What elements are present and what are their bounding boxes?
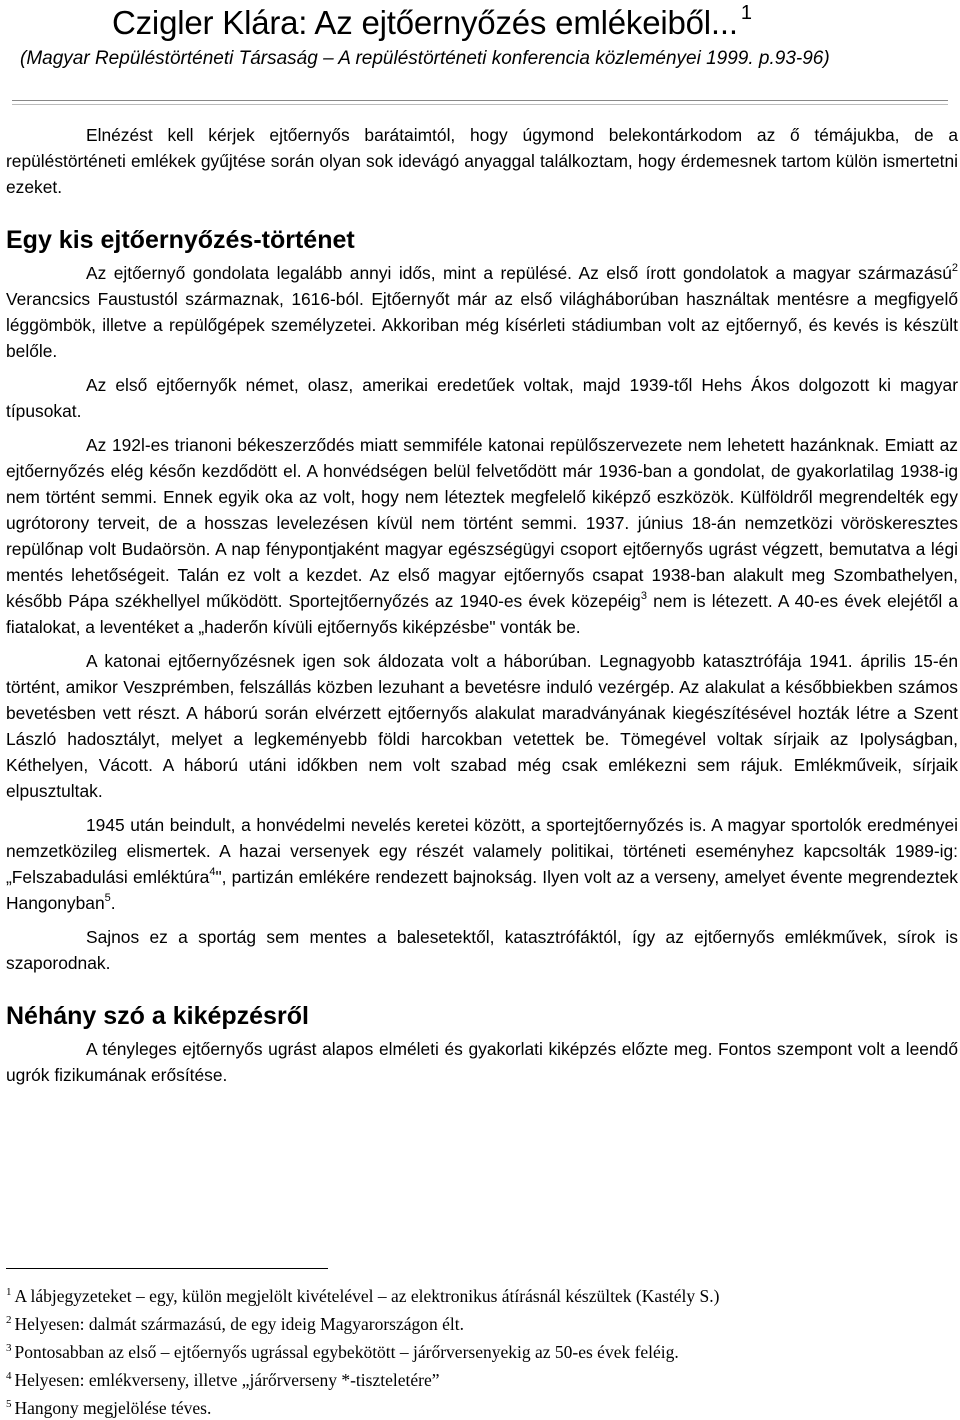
paragraph-text: Az ejtőernyő gondolata legalább annyi idős, mint a repülésé. Az első írott gondolatok a magyar származású	[86, 263, 952, 283]
footnote-number: 2	[6, 1314, 12, 1326]
footnote-2	[6, 1308, 719, 1336]
footnote-text: Hangony megjelölése téves.	[14, 1398, 212, 1418]
intro-paragraph: Elnézést kell kérjek ejtőernyős barátaimtól, hogy úgymond belekontárkodom az ő témájukba, de a repüléstörténeti emlékek gyűjtése során olyan sok idevágó anyaggal találkoztam, hogy érdemesnek tartom külön ismertetni ezeket.	[6, 125, 958, 197]
title-text: Czigler Klára: Az ejtőernyőzés emlékeiből...	[112, 4, 738, 41]
footnote-3	[6, 1336, 719, 1364]
footnote-text: Helyesen: emlékverseny, illetve „járőrverseny *-tiszteletére”	[14, 1370, 440, 1390]
paragraph-text: .	[110, 893, 116, 913]
paragraph-text: ", partizán emlékére rendezett bajnokság. Ilyen volt az a verseny, amelyet évente megrendeztek Hangonyban	[6, 867, 958, 913]
footnote-ref-4[interactable]: 4	[209, 866, 216, 878]
paragraph-history-4: A katonai ejtőernyőzésnek igen sok áldozata volt a háborúban. Legnagyobb katasztrófája 1941. április 15-én történt, amikor Veszprémben, felszállás közben lezuhant a bevetésre induló vezérgép. Az alakulat a későbbiekben számos bevetésben vett részt. A háború során elvérzett ejtőernyős alakulat maradványának kiegészítésével hozták létre a Szent László hadosztályt, melyet a legkeményebb földi harcokban vetettek be. Tömegével voltak sírjaik az Ipolyságban, Kéthelyen, Vácott. A háború utáni időkben nem volt szabad még csak emlékezni sem rájuk. Emlékműveik, sírjaik elpusztultak.	[6, 651, 958, 801]
document-body	[6, 122, 958, 1096]
footnote-ref-3[interactable]: 3	[640, 590, 647, 602]
paragraph-history-3	[6, 432, 958, 640]
paragraph-text: Verancsics Faustustól származnak, 1616-ból. Ejtőernyőt már az első világháborúban használtak mentésre a megfigyelő léggömbök, illetve a repülőgépek személyzetei. Akkoriban még kísérleti stádiumban volt az ejtőernyő, és kevés is készült belőle.	[6, 289, 958, 361]
paragraph-training-1: A tényleges ejtőernyős ugrást alapos elméleti és gyakorlati kiképzés előzte meg. Fontos szempont volt a leendő ugrók fizikumának erősítése.	[6, 1039, 958, 1085]
footnotes	[6, 1280, 719, 1420]
footnote-5	[6, 1392, 719, 1420]
footnote-4	[6, 1364, 719, 1392]
paragraph-text: Az 192l-es trianoni békeszerződés miatt semmiféle katonai repülőszervezete nem lehetett hazánknak. Emiatt az ejtőernyőzés elég későn kezdődött el. A honvédségen belül felvetődött már 1936-ban a gondolat, de gyakorlatilag 1938-ig nem történt semmi. Ennek egyik oka az volt, hogy nem léteztek megfelelő kiképző eszközök. Külföldről megrendelték egy ugrótorony terveit, de a hosszas levelezésen kívül nem történt semmi. 1937. június 18-án nemzetközi vöröskeresztes repülőnap volt Budaörsön. A nap fénypontjaként magyar egészségügyi csoport ejtőernyős ugrást végzett, bemutatva a légi mentés lehetőségeit. Talán ez volt a kezdet. Az első magyar ejtőernyős csapat 1938-ban alakult meg Szombathelyen, később Pápa székhellyel működött. Sportejtőernyőzés az 1940-es évek közepéig	[6, 435, 958, 611]
footnote-text: Pontosabban az első – ejtőernyős ugrással egybekötött – járőrversenyekig az 50-es évek feléig.	[14, 1342, 679, 1362]
footnote-ref-1[interactable]: 1	[740, 2, 752, 24]
footnote-1	[6, 1280, 719, 1308]
header-divider	[12, 100, 948, 105]
document-subtitle: (Magyar Repüléstörténeti Társaság – A repüléstörténeti konferencia közleményei 1999. p.93-96)	[20, 48, 830, 69]
footnote-number: 1	[6, 1286, 12, 1298]
paragraph-history-6: Sajnos ez a sportág sem mentes a balesetektől, katasztrófáktól, így az ejtőernyős emlékművek, sírok is szaporodnak.	[6, 927, 958, 973]
footnote-ref-5[interactable]: 5	[104, 892, 111, 904]
section-heading-training: Néhány szó a kiképzésről	[6, 1002, 309, 1030]
footnote-ref-2[interactable]: 2	[951, 262, 958, 274]
footnote-divider	[6, 1268, 328, 1269]
paragraph-history-5	[6, 812, 958, 916]
footnote-text: Helyesen: dalmát származású, de egy ideig Magyarországon élt.	[14, 1314, 464, 1334]
section-heading-history: Egy kis ejtőernyőzés-történet	[6, 226, 355, 254]
footnote-number: 3	[6, 1342, 12, 1354]
footnote-number: 5	[6, 1398, 12, 1410]
footnote-text: A lábjegyzeteket – egy, külön megjelölt kivételével – az elektronikus átírásnál készültek (Kastély S.)	[14, 1286, 720, 1306]
footnote-number: 4	[6, 1370, 12, 1382]
paragraph-history-2: Az első ejtőernyők német, olasz, amerikai eredetűek voltak, majd 1939-től Hehs Ákos dolgozott ki magyar típusokat.	[6, 375, 958, 421]
document-title	[112, 2, 752, 42]
paragraph-text: 1945 után beindult, a honvédelmi nevelés keretei között, a sportejtőernyőzés is. A magyar sportolók eredményei nemzetközileg elismertek. A hazai versenyek egy részét valamely politikai, történeti eseményhez kapcsolták 1989-ig: „Felszabadulási emléktúra	[6, 815, 958, 887]
paragraph-text: nem is létezett. A 40-es évek elejétől a fiatalokat, a leventéket a „haderőn kívüli ejtőernyős kiképzésbe" vonták be.	[6, 591, 958, 637]
paragraph-history-1	[6, 260, 958, 364]
